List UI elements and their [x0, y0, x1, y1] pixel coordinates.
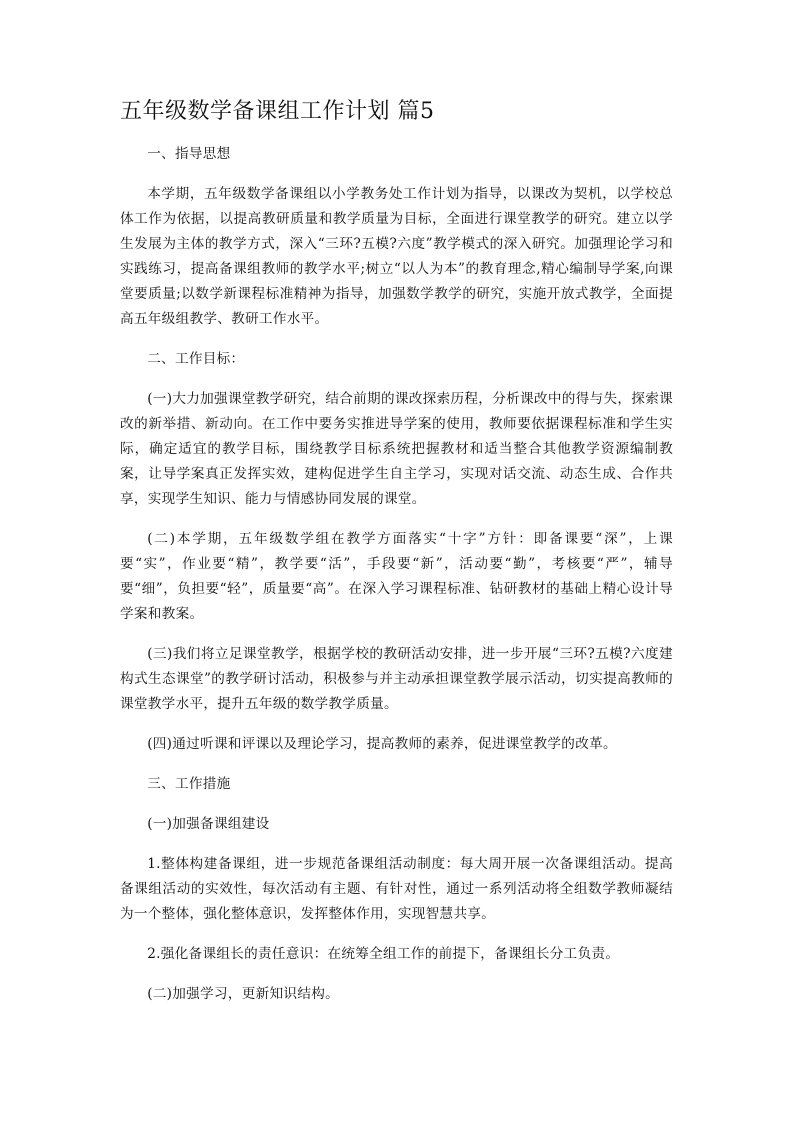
section-heading-work-goals: 二、工作目标： [147, 351, 245, 367]
section-heading-guiding-ideology: 一、指导思想 [147, 146, 231, 162]
paragraph-goal-2: (二)本学期，五年级数学组在教学方面落实“十字”方针：即备课要“深”，上课要“实”，作业要“精”，教学要“活”，手段要“新”，活动要“勤”，考核要“严”，辅导要“细”，负担要“轻”，质量要“高”。在深入学习课程标准、钻研教材的基础上精心设计导学案和教案。 [120, 531, 673, 622]
paragraph-guiding-ideology: 本学期，五年级数学备课组以小学教务处工作计划为指导，以课改为契机，以学校总体工作为依据，以提高教研质量和教学质量为目标，全面进行课堂教学的研究。建立以学生发展为主体的教学方式，深入“三环?五模?六度”教学模式的深入研究。加强理论学习和实践练习，提高备课组教师的教学水平;树立“以人为本”的教育理念,精心编制导学案,向课堂要质量;以数学新课程标准精神为指导，加强数学教学的研究，实施开放式教学，全面提高五年级组教学、教研工作水平。 [120, 186, 673, 327]
subheading-group-building: (一)加强备课组建设 [147, 816, 270, 832]
document-body [120, 142, 673, 1022]
document-title: 五年级数学备课组工作计划 篇5 [120, 99, 435, 124]
paragraph-goal-1: (一)大力加强课堂教学研究，结合前期的课改探索历程，分析课改中的得与失，探索课改的新举措、新动向。在工作中要务实推进导学案的使用，教师要依据课程标准和学生实际，确定适宜的教学目标，围绕教学目标系统把握教材和适当整合其他教学资源编制教案，让导学案真正发挥实效，建构促进学生自主学习，实现对话交流、动态生成、合作共享，实现学生知识、能力与情感协同发展的课堂。 [120, 391, 673, 507]
section-heading-work-measures: 三、工作措施 [147, 776, 231, 792]
paragraph-measure-1: 1.整体构建备课组，进一步规范备课组活动制度：每大周开展一次备课组活动。提高备课组活动的实效性，每次活动有主题、有针对性，通过一系列活动将全组数学教师凝结为一个整体，强化整体意识，发挥整体作用，实现智慧共享。 [120, 856, 673, 922]
paragraph-measure-2: 2.强化备课组长的责任意识：在统筹全组工作的前提下，备课组长分工负责。 [147, 946, 620, 962]
subheading-strengthen-learning: (二)加强学习，更新知识结构。 [147, 986, 340, 1002]
paragraph-goal-4: (四)通过听课和评课以及理论学习，提高教师的素养，促进课堂教学的改革。 [147, 736, 617, 752]
paragraph-goal-3: (三)我们将立足课堂教学，根据学校的教研活动安排，进一步开展“三环?五模?六度建构式生态课堂”的教学研讨活动，积极参与并主动承担课堂教学展示活动，切实提高教师的课堂教学水平，提升五年级的数学教学质量。 [120, 646, 673, 712]
